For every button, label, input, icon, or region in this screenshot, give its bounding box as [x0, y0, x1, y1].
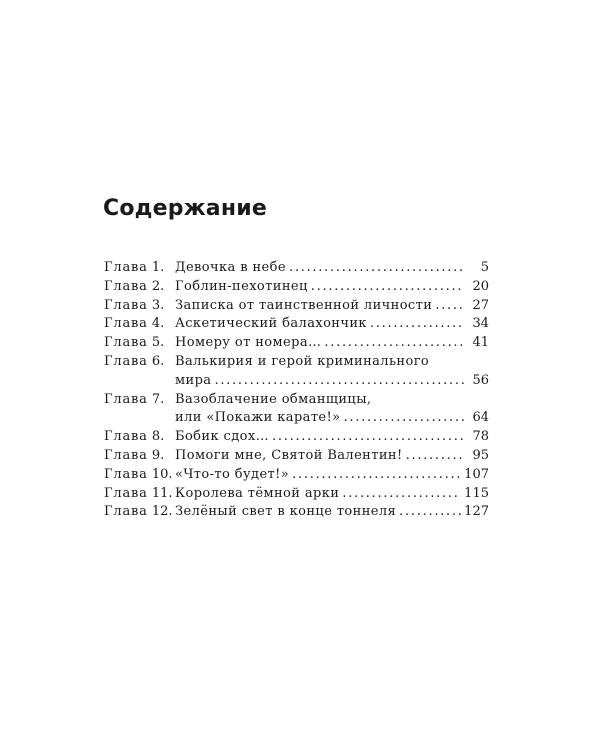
chapter-title: или «Покажи карате!»: [175, 410, 341, 426]
page-number: 78: [472, 429, 489, 445]
chapter-title: Девочка в небе: [175, 260, 286, 275]
chapter-label: [104, 315, 175, 334]
chapter-label: [104, 391, 175, 410]
toc-entry[interactable]: [104, 503, 489, 522]
toc-entry[interactable]: [104, 259, 489, 278]
chapter-number: 3.: [151, 297, 165, 313]
dot-leader: [289, 259, 464, 278]
toc-entry[interactable]: [104, 353, 489, 391]
page-number: 115: [464, 485, 489, 501]
dot-leader: [406, 447, 464, 466]
chapter-word: Глава: [104, 335, 148, 351]
dot-leader: [272, 428, 464, 447]
chapter-number: 2.: [151, 278, 165, 294]
toc-entry[interactable]: [104, 297, 489, 316]
chapter-title: Валькирия и герой криминального: [175, 353, 430, 369]
page-number: 64: [472, 410, 489, 426]
page-number: 127: [464, 504, 489, 520]
toc-entry[interactable]: [104, 428, 489, 447]
page-number: 20: [472, 278, 489, 294]
chapter-number: 10.: [151, 466, 173, 482]
chapter-title: Номеру от номера…: [175, 335, 322, 351]
chapter-title: Записка от таинственной личности: [175, 297, 433, 313]
chapter-number: 11.: [151, 485, 173, 501]
chapter-label: [104, 259, 175, 278]
chapter-word: Глава: [104, 447, 148, 463]
toc-entry[interactable]: [104, 391, 489, 429]
chapter-word: Глава: [104, 297, 148, 313]
chapter-number: 5.: [151, 335, 165, 351]
chapter-title: Гоблин-пехотинец: [175, 278, 308, 294]
chapter-title: Помоги мне, Святой Валентин!: [175, 447, 403, 463]
chapter-word: Глава: [104, 485, 148, 501]
chapter-label: [104, 466, 175, 485]
chapter-word: Глава: [104, 316, 148, 332]
chapter-number: 9.: [151, 447, 165, 463]
chapter-word: Глава: [104, 429, 148, 445]
toc-entry[interactable]: [104, 315, 489, 334]
page-title: Содержание: [103, 196, 267, 221]
chapter-title: «Что-то будет!»: [175, 466, 290, 482]
page-number: 5: [480, 260, 489, 275]
chapter-label: [104, 278, 175, 297]
chapter-number: 12.: [151, 504, 173, 520]
dot-leader: [214, 372, 464, 391]
chapter-title: Вазоблачение обманщицы,: [175, 391, 372, 407]
toc-entry[interactable]: [104, 278, 489, 297]
chapter-word: Глава: [104, 353, 148, 369]
chapter-label: [104, 485, 175, 504]
chapter-label: [104, 297, 175, 316]
chapter-title: Королева тёмной арки: [175, 485, 340, 501]
page-number: 34: [472, 316, 489, 332]
chapter-number: 6.: [151, 353, 165, 369]
chapter-word: Глава: [104, 466, 148, 482]
toc-entry[interactable]: [104, 334, 489, 353]
dot-leader: [292, 466, 461, 485]
chapter-label: [104, 447, 175, 466]
dot-leader: [435, 297, 464, 316]
chapter-title: мира: [175, 372, 212, 388]
chapter-label: [104, 353, 175, 372]
dot-leader: [342, 485, 461, 504]
page-number: 27: [472, 297, 489, 313]
chapter-label: [104, 503, 175, 522]
chapter-label: [104, 334, 175, 353]
page-number: 95: [472, 447, 489, 463]
page-number: 41: [472, 335, 489, 351]
dot-leader: [399, 503, 461, 522]
chapter-title: Бобик сдох…: [175, 429, 269, 445]
page-number: 56: [472, 372, 489, 388]
chapter-title: Зелёный свет в конце тоннеля: [175, 504, 397, 520]
toc-entry[interactable]: [104, 447, 489, 466]
table-of-contents: [104, 259, 489, 522]
chapter-number: 7.: [151, 391, 165, 407]
chapter-title: Аскетический балахончик: [175, 316, 367, 332]
chapter-number: 8.: [151, 429, 165, 445]
dot-leader: [324, 334, 464, 353]
toc-entry[interactable]: [104, 485, 489, 504]
chapter-word: Глава: [104, 278, 148, 294]
chapter-word: Глава: [104, 260, 148, 275]
dot-leader: [343, 409, 464, 428]
chapter-label: [104, 428, 175, 447]
chapter-word: Глава: [104, 504, 148, 520]
chapter-number: 4.: [151, 316, 165, 332]
dot-leader: [370, 315, 464, 334]
dot-leader: [311, 278, 464, 297]
chapter-number: 1.: [151, 260, 165, 275]
page-number: 107: [464, 466, 489, 482]
toc-entry[interactable]: [104, 466, 489, 485]
chapter-word: Глава: [104, 391, 148, 407]
